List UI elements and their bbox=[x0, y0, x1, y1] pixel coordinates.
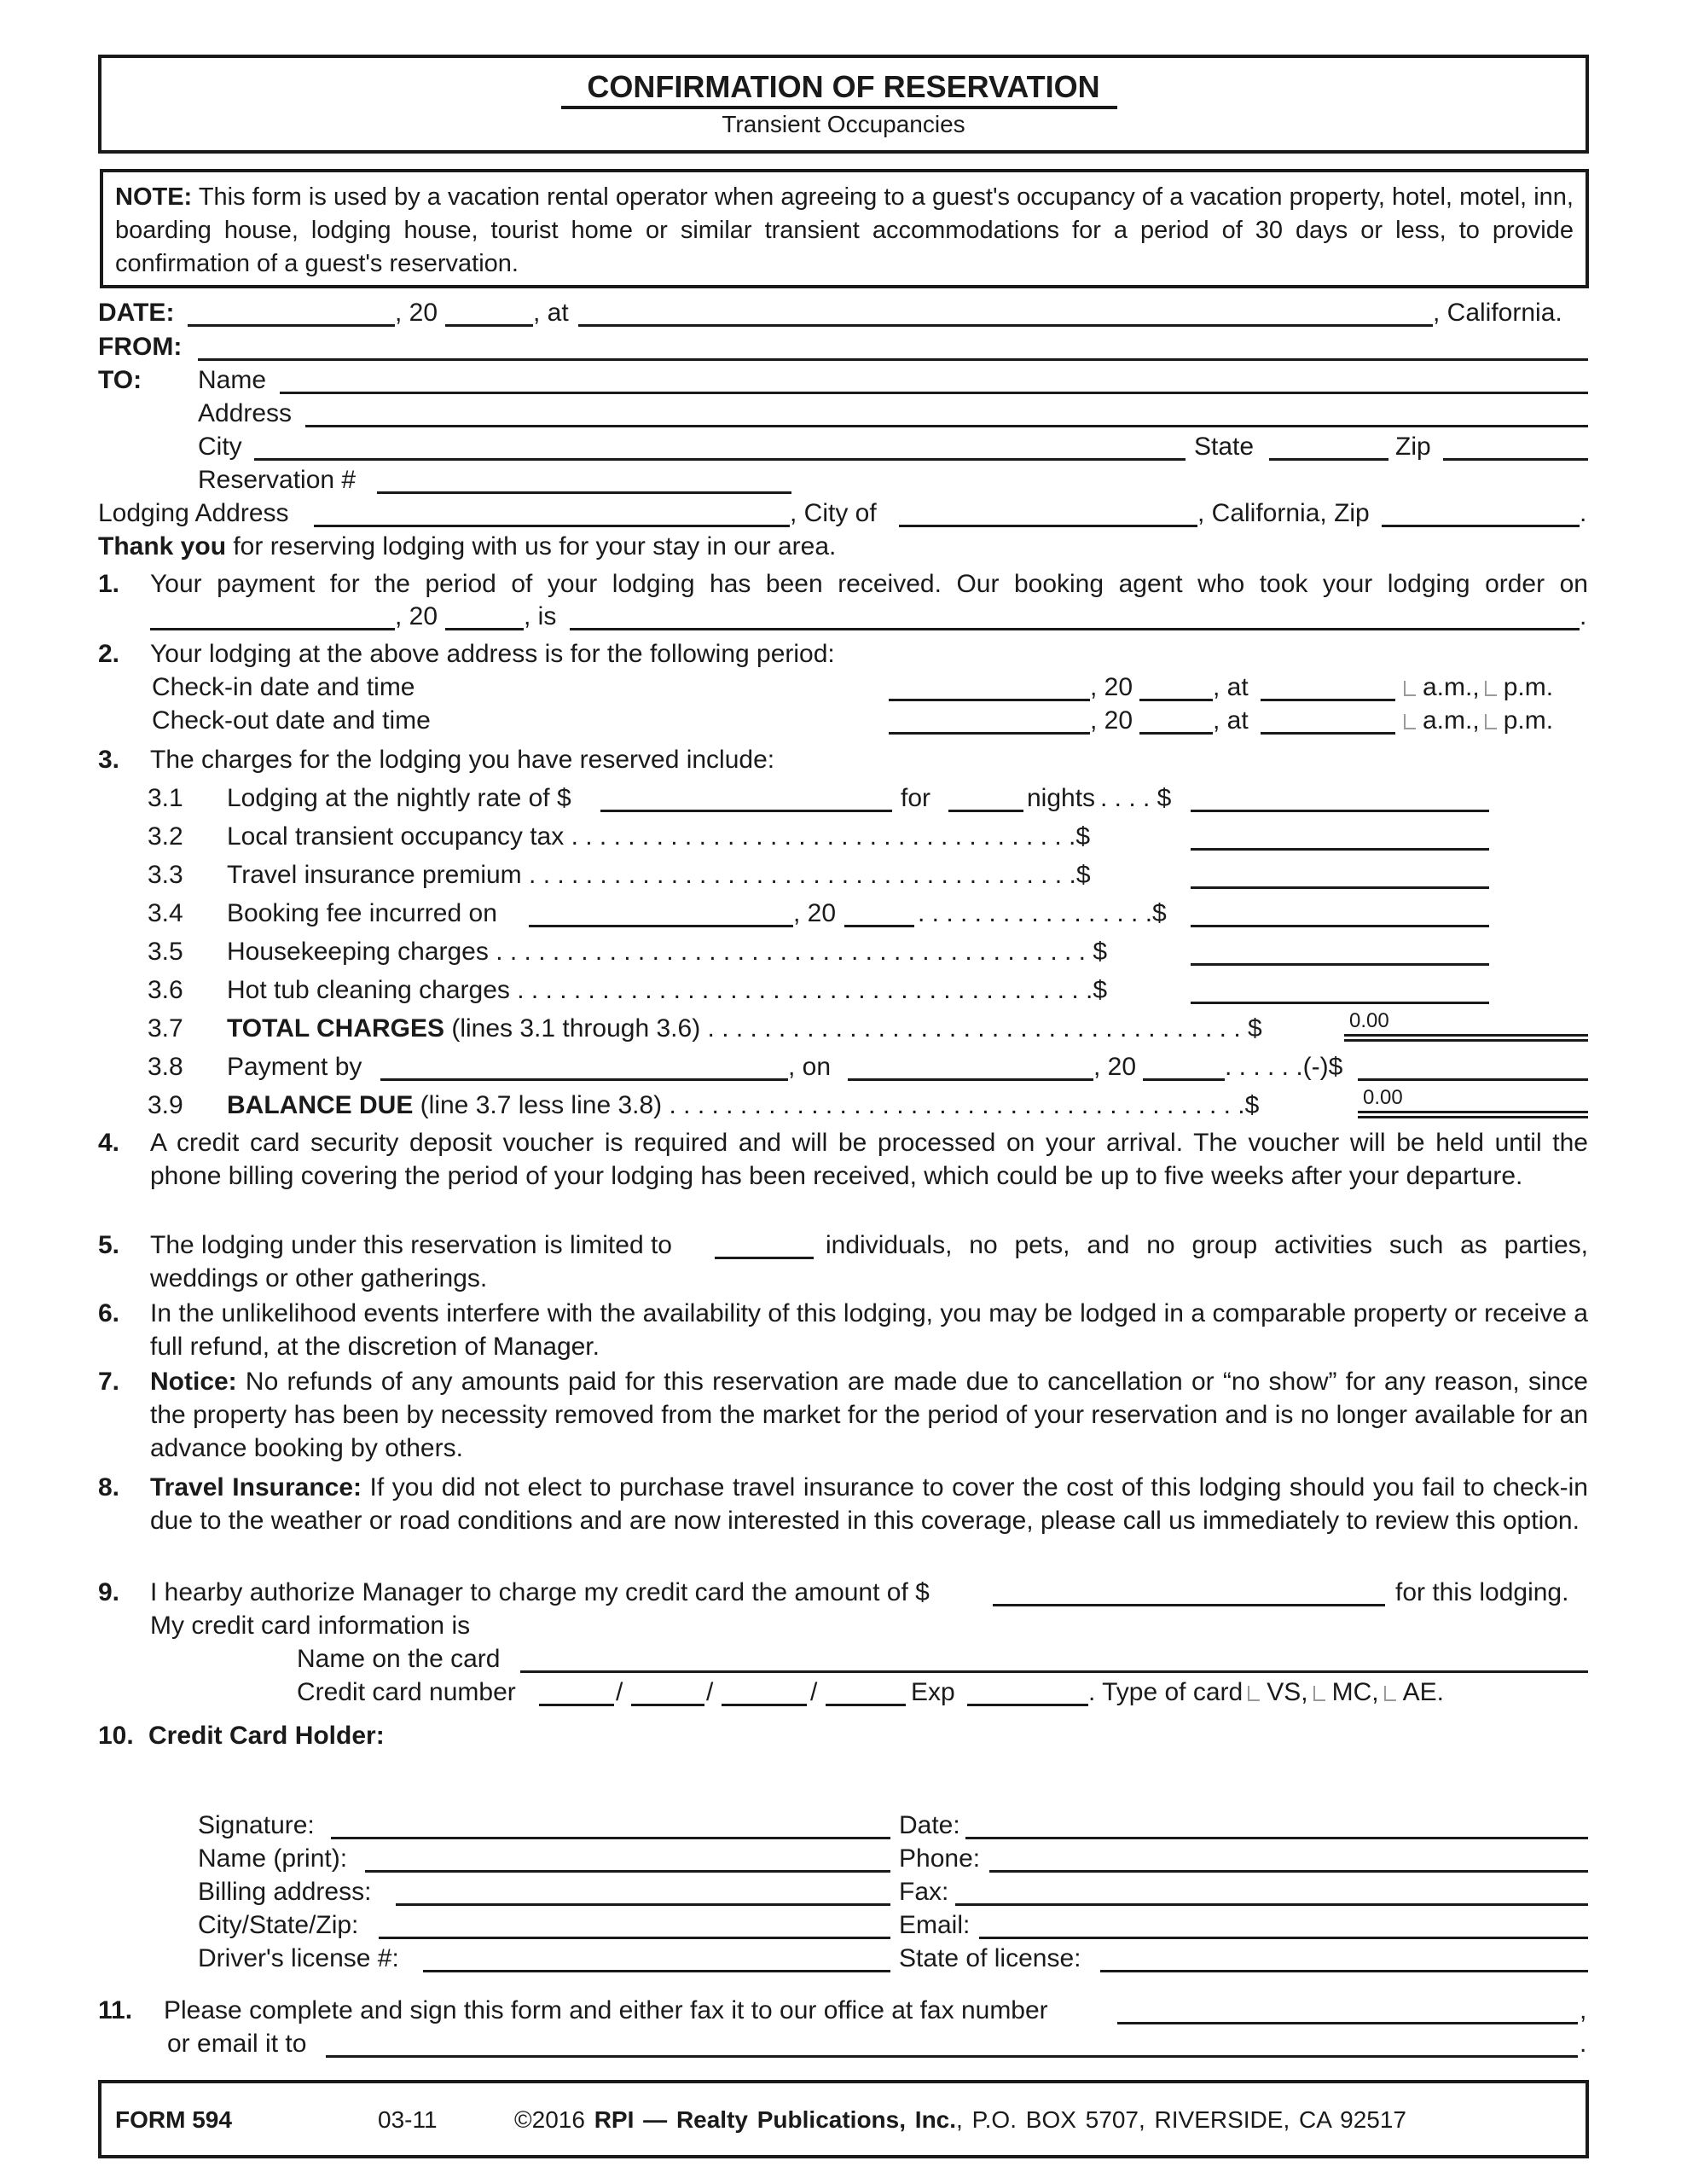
reservation-label: Reservation # bbox=[198, 466, 357, 494]
footer-box bbox=[98, 2080, 1589, 2158]
to-address-label: Address bbox=[198, 399, 293, 427]
note-body: This form is used by a vacation rental operator when agreeing to a guest's occupancy of a vacation property, hotel, motel, inn, boarding house, lodging house, tourist home or similar transient accommodations for a period of 30 days or less, to provide confirmation of a guest's reservation. bbox=[115, 183, 1574, 277]
charge-3-5-amount[interactable] bbox=[1191, 963, 1489, 966]
item-11-text: Please complete and sign this form and either fax it to our office at fax number bbox=[164, 1996, 1048, 2024]
lodging-address-field[interactable] bbox=[314, 525, 790, 527]
form-subtitle: Transient Occupancies bbox=[722, 111, 965, 137]
card-number-label: Credit card number bbox=[297, 1678, 516, 1706]
charge-3-6-amount[interactable] bbox=[1191, 1002, 1489, 1004]
item-11-comma: , bbox=[1580, 1996, 1587, 2024]
checkin-label: Check-in date and time bbox=[152, 673, 415, 701]
holder-email-field[interactable] bbox=[979, 1937, 1588, 1939]
payment-date-field[interactable] bbox=[848, 1078, 1093, 1081]
charge-3-9-text: (line 3.7 less line 3.8) bbox=[413, 1091, 663, 1119]
to-city-field[interactable] bbox=[254, 458, 1186, 461]
card-type-label: . Type of card bbox=[1088, 1678, 1244, 1706]
charge-3-9-number: 3.9 bbox=[148, 1091, 183, 1119]
charge-3-8-label: Payment by bbox=[227, 1053, 362, 1081]
pm-label: p.m. bbox=[1503, 706, 1554, 735]
item-1-number: 1. bbox=[98, 570, 120, 598]
holder-name-print-field[interactable] bbox=[365, 1870, 890, 1873]
balance-due-value: 0.00 bbox=[1363, 1086, 1403, 1109]
visa-label: VS, bbox=[1267, 1678, 1308, 1706]
date-location-field[interactable] bbox=[578, 324, 1433, 327]
item-1-period: . bbox=[1580, 602, 1587, 630]
total-charges-value: 0.00 bbox=[1349, 1009, 1389, 1032]
to-name-label: Name bbox=[198, 366, 267, 394]
date-state-suffix: , California. bbox=[1433, 299, 1562, 327]
holder-email-label: Email: bbox=[899, 1911, 971, 1939]
charge-3-3-number: 3.3 bbox=[148, 861, 183, 889]
to-address-field[interactable] bbox=[305, 425, 1588, 427]
total-charges-amount[interactable] bbox=[1344, 1034, 1588, 1042]
charge-3-3-leader: . . . . . . . . . . . . . . . . . . . . . . . . . . . . . . . . . . . . . . .$ bbox=[521, 861, 1091, 889]
item-1-body: Your payment for the period of your lodging has been received. Our booking agent who took your lodging order on bbox=[150, 570, 1588, 598]
checkin-year-field[interactable] bbox=[1139, 699, 1213, 701]
lodging-zip-field[interactable] bbox=[1382, 525, 1580, 527]
item-8-number: 8. bbox=[98, 1473, 120, 1502]
title-underline bbox=[561, 106, 1117, 109]
holder-driver-s-license-label: Driver's license #: bbox=[198, 1944, 399, 1972]
charge-3-5-number: 3.5 bbox=[148, 938, 183, 966]
exp-field[interactable] bbox=[967, 1704, 1088, 1706]
card-number-part-4[interactable] bbox=[826, 1704, 906, 1706]
holder-state-of-license-field[interactable] bbox=[1100, 1970, 1588, 1972]
note-text bbox=[115, 181, 1574, 281]
holder-driver-s-license-field[interactable] bbox=[423, 1970, 890, 1972]
notice-label: Notice: bbox=[150, 1368, 237, 1396]
charge-3-1-label: Lodging at the nightly rate of $ bbox=[227, 784, 571, 812]
holder-city-state-zip-label: City/State/Zip: bbox=[198, 1911, 359, 1939]
date-label: DATE: bbox=[98, 299, 175, 327]
item-9-text: I hearby authorize Manager to charge my credit card the amount of $ bbox=[150, 1578, 930, 1606]
from-field[interactable] bbox=[198, 358, 1588, 361]
charge-3-1-leader: . . . . $ bbox=[1100, 784, 1172, 812]
charge-3-6-leader: . . . . . . . . . . . . . . . . . . . . . . . . . . . . . . . . . . . . . . . . .$ bbox=[509, 976, 1108, 1004]
item-11-number: 11. bbox=[98, 1996, 133, 2024]
item-10-number: 10. bbox=[98, 1722, 134, 1750]
holder-signature-field[interactable] bbox=[331, 1837, 890, 1839]
charge-3-9-label bbox=[227, 1091, 1259, 1120]
item-7-body: No refunds of any amounts paid for this reservation are made due to cancellation or “no show” for any reason, since the property has been by necessity removed from the market for the period of your reservation and is no longer available for an advance booking by others. bbox=[150, 1368, 1588, 1462]
charge-3-8-number: 3.8 bbox=[148, 1053, 183, 1081]
checkout-pm-checkbox[interactable] bbox=[1485, 714, 1497, 729]
item-1-year-field[interactable] bbox=[445, 628, 524, 630]
charge-3-5-leader: . . . . . . . . . . . . . . . . . . . . . . . . . . . . . . . . . . . . . . . . . . $ bbox=[488, 938, 1108, 966]
item-1-text bbox=[150, 567, 1588, 601]
city-of-label: , City of bbox=[790, 499, 877, 527]
card-slash-1: / bbox=[616, 1678, 623, 1706]
to-city-label: City bbox=[198, 433, 242, 461]
item-5-body: individuals, no pets, and no group activities such as parties, weddings or other gatherings. bbox=[150, 1231, 1588, 1292]
holder-city-state-zip-field[interactable] bbox=[379, 1937, 890, 1939]
item-7-number: 7. bbox=[98, 1368, 120, 1396]
charge-3-1-for: for bbox=[901, 784, 931, 812]
to-state-field[interactable] bbox=[1269, 458, 1388, 461]
card-info-label: My credit card information is bbox=[150, 1612, 471, 1640]
item-8-text bbox=[150, 1471, 1588, 1537]
title-box bbox=[98, 55, 1589, 154]
note-box bbox=[100, 169, 1589, 288]
to-name-field[interactable] bbox=[280, 392, 1588, 394]
holder-name-print-label: Name (print): bbox=[198, 1844, 348, 1873]
charge-3-2-leader: . . . . . . . . . . . . . . . . . . . . . . . . . . . . . . . . . . . .$ bbox=[564, 822, 1091, 851]
holder-phone-label: Phone: bbox=[899, 1844, 981, 1873]
balance-due-label: BALANCE DUE bbox=[227, 1091, 414, 1119]
charge-3-6-number: 3.6 bbox=[148, 976, 183, 1004]
charge-3-3-amount[interactable] bbox=[1191, 886, 1489, 889]
charge-3-5-text: Housekeeping charges bbox=[227, 938, 489, 966]
charge-3-1-amount[interactable] bbox=[1191, 810, 1489, 812]
name-on-card-label: Name on the card bbox=[297, 1645, 501, 1673]
from-label: FROM: bbox=[98, 333, 183, 361]
checkout-at-label: , at bbox=[1213, 706, 1249, 735]
checkin-year-prefix: , 20 bbox=[1090, 673, 1133, 701]
payment-year-field[interactable] bbox=[1143, 1078, 1225, 1081]
charge-3-6-label bbox=[227, 976, 1107, 1005]
lodging-address-label: Lodging Address bbox=[98, 499, 289, 527]
travel-insurance-label: Travel Insurance: bbox=[150, 1473, 362, 1502]
charge-3-2-text: Local transient occupancy tax bbox=[227, 822, 565, 851]
holder-phone-field[interactable] bbox=[989, 1870, 1588, 1873]
charge-3-7-text: (lines 3.1 through 3.6) bbox=[444, 1014, 701, 1043]
charge-3-5-label bbox=[227, 938, 1107, 967]
holder-state-of-license-label: State of license: bbox=[899, 1944, 1081, 1972]
booking-fee-date-field[interactable] bbox=[529, 925, 793, 927]
date-year-prefix: , 20 bbox=[395, 299, 438, 327]
checkout-date-field[interactable] bbox=[889, 732, 1090, 735]
form-title: CONFIRMATION OF RESERVATION bbox=[587, 69, 1100, 104]
item-1-agent-field[interactable] bbox=[570, 628, 1580, 630]
item-1-year-prefix: , 20 bbox=[395, 602, 438, 630]
card-slash-3: / bbox=[810, 1678, 818, 1706]
booking-fee-year-field[interactable] bbox=[844, 925, 914, 927]
checkout-year-field[interactable] bbox=[1139, 732, 1213, 735]
email-label: or email it to bbox=[167, 2030, 307, 2058]
amex-checkbox[interactable] bbox=[1384, 1686, 1396, 1701]
thank-you-rest: for reserving lodging with us for your stay in our area. bbox=[226, 532, 837, 561]
exp-label: Exp bbox=[911, 1678, 955, 1706]
card-number-part-2[interactable] bbox=[631, 1704, 704, 1706]
card-number-part-3[interactable] bbox=[722, 1704, 807, 1706]
card-type-row bbox=[1088, 1678, 1444, 1707]
item-6-number: 6. bbox=[98, 1299, 120, 1327]
holder-date-label: Date: bbox=[899, 1811, 960, 1839]
checkin-am-checkbox[interactable] bbox=[1404, 681, 1416, 696]
checkin-pm-checkbox[interactable] bbox=[1485, 681, 1497, 696]
item-5-text-before: The lodging under this reservation is limited to bbox=[150, 1231, 672, 1259]
card-slash-2: / bbox=[706, 1678, 714, 1706]
charge-3-1-nights: nights bbox=[1027, 784, 1096, 812]
item-1-is-label: , is bbox=[524, 602, 557, 630]
checkin-time-field[interactable] bbox=[1261, 699, 1395, 701]
payment-amount[interactable] bbox=[1358, 1078, 1588, 1081]
to-zip-label: Zip bbox=[1395, 433, 1431, 461]
charge-3-7-leader: . . . . . . . . . . . . . . . . . . . . . . . . . . . . . . . . . . . . . . $ bbox=[700, 1014, 1262, 1043]
am-label: a.m., bbox=[1423, 673, 1480, 701]
to-state-label: State bbox=[1194, 433, 1255, 461]
charge-3-8-leader: . . . . . .(-)$ bbox=[1225, 1053, 1343, 1081]
item-7-text bbox=[150, 1365, 1588, 1465]
card-number-part-1[interactable] bbox=[539, 1704, 614, 1706]
to-label: TO: bbox=[98, 366, 142, 394]
charge-3-1-number: 3.1 bbox=[148, 784, 183, 812]
charge-3-4-year-prefix: , 20 bbox=[793, 899, 837, 927]
item-3-text: The charges for the lodging you have reserved include: bbox=[150, 746, 775, 774]
checkout-label: Check-out date and time bbox=[152, 706, 431, 735]
thank-you-line bbox=[98, 532, 836, 561]
holder-billing-address-field[interactable] bbox=[396, 1903, 890, 1906]
charge-3-8-on-label: , on bbox=[788, 1053, 832, 1081]
item-4-number: 4. bbox=[98, 1129, 120, 1157]
date-year-field[interactable] bbox=[445, 324, 533, 327]
visa-checkbox[interactable] bbox=[1248, 1686, 1260, 1701]
to-zip-field[interactable] bbox=[1443, 458, 1588, 461]
card-holder-label: Credit Card Holder: bbox=[148, 1722, 385, 1750]
holder-billing-address-label: Billing address: bbox=[198, 1878, 372, 1906]
holder-fax-label: Fax: bbox=[899, 1878, 949, 1906]
charge-3-4-number: 3.4 bbox=[148, 899, 183, 927]
city-of-field[interactable] bbox=[899, 525, 1197, 527]
balance-due-amount[interactable] bbox=[1358, 1111, 1588, 1118]
am-label: a.m., bbox=[1423, 706, 1480, 735]
date-at-label: , at bbox=[533, 299, 569, 327]
checkout-year-prefix: , 20 bbox=[1090, 706, 1133, 735]
charge-3-3-label bbox=[227, 861, 1091, 890]
publisher-address: , P.O. BOX 5707, RIVERSIDE, CA 92517 bbox=[956, 2106, 1407, 2133]
item-3-number: 3. bbox=[98, 746, 120, 774]
item-6-text: In the unlikelihood events interfere with the availability of this lodging, you may be lodged in a comparable property or receive a full refund, at the discretion of Manager. bbox=[150, 1299, 1588, 1361]
item-8-body: If you did not elect to purchase travel insurance to cover the cost of this lodging should you fail to check-in due to the weather or road conditions and are now interested in this coverage, please call us immediately to review this option. bbox=[150, 1473, 1588, 1535]
item-5-text-after bbox=[150, 1228, 1588, 1295]
item-9-suffix: for this lodging. bbox=[1395, 1578, 1569, 1606]
charge-3-4-amount[interactable] bbox=[1191, 925, 1489, 927]
amex-label: AE. bbox=[1402, 1678, 1444, 1706]
publisher-name: RPI — Realty Publications, Inc. bbox=[594, 2106, 957, 2133]
charge-3-6-text: Hot tub cleaning charges bbox=[227, 976, 510, 1004]
lodging-period: . bbox=[1580, 499, 1587, 527]
holder-signature-label: Signature: bbox=[198, 1811, 315, 1839]
charge-3-8-year-prefix: , 20 bbox=[1093, 1053, 1137, 1081]
checkin-date-field[interactable] bbox=[889, 699, 1090, 701]
charge-3-4-label: Booking fee incurred on bbox=[227, 899, 497, 927]
nights-field[interactable] bbox=[948, 810, 1023, 812]
charge-3-4-leader: . . . . . . . . . . . . . . . . .$ bbox=[918, 899, 1167, 927]
thank-you-bold: Thank you bbox=[98, 532, 227, 561]
mastercard-checkbox[interactable] bbox=[1313, 1686, 1325, 1701]
charge-3-2-number: 3.2 bbox=[148, 822, 183, 851]
checkout-am-checkbox[interactable] bbox=[1404, 714, 1416, 729]
item-5-number: 5. bbox=[98, 1231, 120, 1259]
reservation-field[interactable] bbox=[377, 491, 791, 494]
pm-label: p.m. bbox=[1503, 673, 1554, 701]
form-revision: 03-11 bbox=[378, 2106, 438, 2133]
name-on-card-field[interactable] bbox=[520, 1670, 1588, 1673]
checkout-ampm bbox=[1399, 706, 1553, 735]
item-2-number: 2. bbox=[98, 640, 120, 668]
fax-number-field[interactable] bbox=[1117, 2022, 1578, 2024]
email-field[interactable] bbox=[326, 2055, 1578, 2058]
checkin-ampm bbox=[1399, 673, 1553, 702]
copyright-line bbox=[514, 2106, 1406, 2135]
item-2-text: Your lodging at the above address is for the following period: bbox=[150, 640, 835, 668]
california-zip-label: , California, Zip bbox=[1197, 499, 1370, 527]
checkin-at-label: , at bbox=[1213, 673, 1249, 701]
checkout-time-field[interactable] bbox=[1261, 732, 1395, 735]
nightly-rate-field[interactable] bbox=[600, 810, 892, 812]
charge-3-9-leader: . . . . . . . . . . . . . . . . . . . . . . . . . . . . . . . . . . . . . . . . .$ bbox=[662, 1091, 1260, 1119]
item-9-number: 9. bbox=[98, 1578, 120, 1606]
authorized-amount-field[interactable] bbox=[993, 1604, 1385, 1606]
holder-date-field[interactable] bbox=[965, 1837, 1588, 1839]
item-11-period: . bbox=[1580, 2030, 1587, 2058]
charge-3-3-text: Travel insurance premium bbox=[227, 861, 522, 889]
copyright: ©2016 bbox=[514, 2106, 594, 2133]
item-1-date-field[interactable] bbox=[150, 628, 395, 630]
payment-by-field[interactable] bbox=[380, 1078, 788, 1081]
total-charges-label: TOTAL CHARGES bbox=[227, 1014, 445, 1043]
charge-3-7-number: 3.7 bbox=[148, 1014, 183, 1043]
charge-3-2-amount[interactable] bbox=[1191, 848, 1489, 851]
charge-3-2-label bbox=[227, 822, 1090, 851]
form-number: FORM 594 bbox=[115, 2106, 232, 2133]
note-label: NOTE: bbox=[115, 183, 193, 211]
charge-3-7-label bbox=[227, 1014, 1262, 1043]
date-field[interactable] bbox=[188, 324, 395, 327]
holder-fax-field[interactable] bbox=[955, 1903, 1588, 1906]
mastercard-label: MC, bbox=[1331, 1678, 1379, 1706]
item-4-text: A credit card security deposit voucher is required and will be processed on your arrival. The voucher will be held until the phone billing covering the period of your lodging has been received, which could be up to five weeks after your departure. bbox=[150, 1129, 1588, 1190]
